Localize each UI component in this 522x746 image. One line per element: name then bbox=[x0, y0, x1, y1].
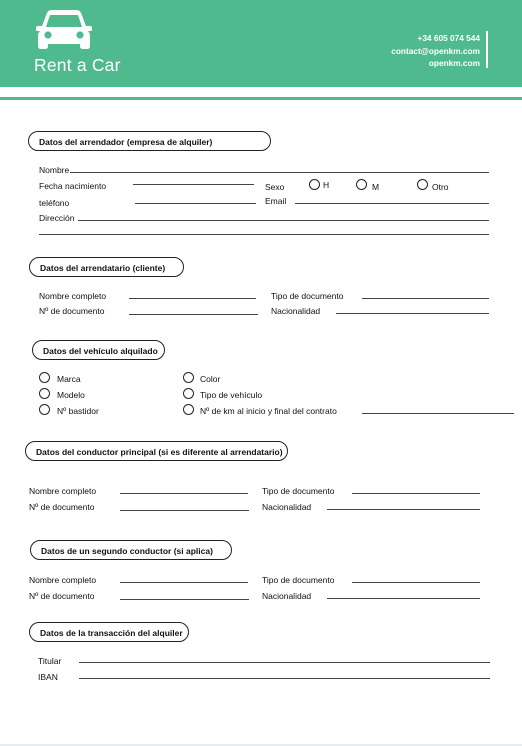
field-segundo-nombre[interactable] bbox=[120, 582, 248, 583]
section-title-arrendatario: Datos del arrendatario (cliente) bbox=[29, 257, 184, 277]
field-arrendatario-tipo-doc[interactable] bbox=[362, 298, 489, 299]
label-segundo-num-doc: Nº de documento bbox=[29, 591, 95, 601]
section-title-vehiculo: Datos del vehículo alquilado bbox=[32, 340, 165, 360]
radio-sexo-otro[interactable] bbox=[417, 179, 428, 190]
field-km[interactable] bbox=[362, 413, 514, 414]
label-arrendatario-nacionalidad: Nacionalidad bbox=[271, 306, 321, 316]
label-bastidor: Nº bastidor bbox=[57, 406, 99, 416]
section-title-conductor: Datos del conductor principal (si es diferente al arrendatario) bbox=[25, 441, 288, 461]
section-title-transaccion: Datos de la transacción del alquiler bbox=[29, 622, 189, 642]
field-fecha-nacimiento[interactable] bbox=[133, 184, 254, 185]
checkbox-color[interactable] bbox=[183, 372, 194, 383]
field-telefono[interactable] bbox=[135, 203, 256, 204]
label-sexo-h: H bbox=[323, 180, 330, 190]
checkbox-km[interactable] bbox=[183, 404, 194, 415]
label-km: Nº de km al inicio y final del contrato bbox=[200, 406, 337, 416]
label-email: Email bbox=[265, 196, 287, 206]
label-color: Color bbox=[200, 374, 221, 384]
checkbox-marca[interactable] bbox=[39, 372, 50, 383]
field-email[interactable] bbox=[295, 203, 489, 204]
label-arrendatario-num-doc: Nº de documento bbox=[39, 306, 105, 316]
car-icon bbox=[34, 9, 94, 51]
field-conductor-nacionalidad[interactable] bbox=[327, 509, 480, 510]
label-arrendatario-nombre: Nombre completo bbox=[39, 291, 107, 301]
field-direccion-line2[interactable] bbox=[39, 234, 489, 235]
field-titular[interactable] bbox=[79, 662, 490, 663]
label-fecha-nacimiento: Fecha nacimiento bbox=[39, 181, 107, 191]
label-tipo-vehiculo: Tipo de vehículo bbox=[200, 390, 263, 400]
radio-sexo-h[interactable] bbox=[309, 179, 320, 190]
label-sexo-m: M bbox=[372, 182, 380, 192]
field-conductor-tipo-doc[interactable] bbox=[352, 493, 480, 494]
radio-sexo-m[interactable] bbox=[356, 179, 367, 190]
label-direccion: Dirección bbox=[39, 213, 75, 223]
field-direccion[interactable] bbox=[78, 220, 489, 221]
section-title-arrendador: Datos del arrendador (empresa de alquiler) bbox=[28, 131, 271, 151]
label-iban: IBAN bbox=[38, 672, 58, 682]
label-titular: Titular bbox=[38, 656, 62, 666]
label-nombre: Nombre bbox=[39, 165, 70, 175]
field-iban[interactable] bbox=[79, 678, 490, 679]
contact-email: contact@openkm.com bbox=[391, 45, 480, 56]
label-segundo-nacionalidad: Nacionalidad bbox=[262, 591, 312, 601]
label-sexo: Sexo bbox=[265, 182, 285, 192]
label-modelo: Modelo bbox=[57, 390, 85, 400]
label-conductor-num-doc: Nº de documento bbox=[29, 502, 95, 512]
field-segundo-nacionalidad[interactable] bbox=[327, 598, 480, 599]
contact-info bbox=[391, 32, 480, 70]
label-conductor-nacionalidad: Nacionalidad bbox=[262, 502, 312, 512]
label-conductor-nombre: Nombre completo bbox=[29, 486, 97, 496]
field-arrendatario-num-doc[interactable] bbox=[129, 314, 258, 315]
label-telefono: teléfono bbox=[39, 198, 70, 208]
header-accent-line bbox=[0, 97, 522, 100]
label-conductor-tipo-doc: Tipo de documento bbox=[262, 486, 335, 496]
section-title-segundo-conductor: Datos de un segundo conductor (si aplica) bbox=[30, 540, 232, 560]
field-arrendatario-nombre[interactable] bbox=[129, 298, 256, 299]
field-nombre[interactable] bbox=[70, 172, 489, 173]
contact-phone: +34 605 074 544 bbox=[417, 33, 480, 43]
checkbox-modelo[interactable] bbox=[39, 388, 50, 399]
contact-divider bbox=[486, 31, 488, 68]
field-arrendatario-nacionalidad[interactable] bbox=[336, 313, 489, 314]
field-segundo-tipo-doc[interactable] bbox=[352, 582, 480, 583]
label-sexo-otro: Otro bbox=[432, 182, 449, 192]
label-arrendatario-tipo-doc: Tipo de documento bbox=[271, 291, 344, 301]
field-conductor-num-doc[interactable] bbox=[120, 510, 249, 511]
field-conductor-nombre[interactable] bbox=[120, 493, 248, 494]
checkbox-bastidor[interactable] bbox=[39, 404, 50, 415]
header-banner bbox=[0, 0, 522, 87]
brand-name: Rent a Car bbox=[34, 55, 121, 75]
contact-web: openkm.com bbox=[428, 58, 480, 68]
label-segundo-nombre: Nombre completo bbox=[29, 575, 97, 585]
checkbox-tipo-vehiculo[interactable] bbox=[183, 388, 194, 399]
label-segundo-tipo-doc: Tipo de documento bbox=[262, 575, 335, 585]
field-segundo-num-doc[interactable] bbox=[120, 599, 249, 600]
label-marca: Marca bbox=[57, 374, 81, 384]
